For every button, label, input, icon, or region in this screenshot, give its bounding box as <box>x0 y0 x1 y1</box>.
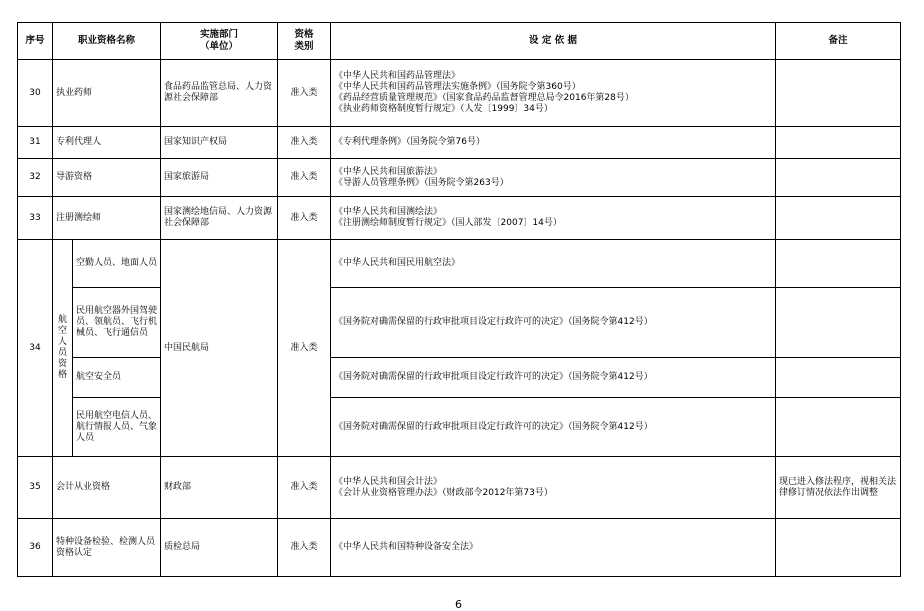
row-basis <box>331 457 776 519</box>
row-basis <box>331 519 776 577</box>
row-remark <box>776 197 901 240</box>
row-remark <box>776 159 901 197</box>
row-type: 准入类 <box>278 240 331 457</box>
table-row <box>18 159 901 197</box>
table-row <box>18 127 901 159</box>
table-row <box>18 197 901 240</box>
row-name: 专利代理人 <box>53 127 161 159</box>
header-basis: 设 定 依 据 <box>331 23 776 60</box>
basis-line: 《中华人民共和国药品管理法实施条例》（国务院令第360号） <box>334 82 581 92</box>
basis-line: 《执业药师资格制度暂行规定》（人发〔1999〕34号） <box>334 104 553 114</box>
basis-line: 《专利代理条例》（国务院令第76号） <box>334 137 485 147</box>
row-remark <box>776 519 901 577</box>
row-seq: 32 <box>18 159 53 197</box>
row-dept: 质检总局 <box>161 519 278 577</box>
row-type: 准入类 <box>278 60 331 127</box>
page-number: 6 <box>455 598 462 611</box>
basis-line: 《导游人员管理条例》（国务院令第263号） <box>334 177 509 188</box>
basis-line: 《中华人民共和国旅游法》 <box>334 166 443 177</box>
row-basis <box>331 60 776 127</box>
row-dept: 国家知识产权局 <box>161 127 278 159</box>
row-seq: 33 <box>18 197 53 240</box>
header-seq: 序号 <box>18 23 53 60</box>
group-name-vertical: 航空人员资格 <box>57 315 67 380</box>
row-name: 导游资格 <box>53 159 161 197</box>
row-name: 执业药师 <box>53 60 161 127</box>
row-name: 注册测绘师 <box>53 197 161 240</box>
row-subname: 航空安全员 <box>73 358 161 398</box>
row-remark <box>776 127 901 159</box>
row-basis <box>331 159 776 197</box>
row-basis <box>331 127 776 159</box>
row-subname: 空勤人员、地面人员 <box>73 240 161 288</box>
row-remark <box>776 358 901 398</box>
basis-line: 《药品经营质量管理规范》（国家食品药品监督管理总局令2016年第28号） <box>334 93 634 103</box>
basis-line: 《会计从业资格管理办法》（财政部令2012年第73号） <box>334 487 553 498</box>
row-name: 会计从业资格 <box>53 457 161 519</box>
row-seq: 31 <box>18 127 53 159</box>
table-row <box>18 519 901 577</box>
row-dept: 食品药品监管总局、人力资源社会保障部 <box>161 60 278 127</box>
row-basis: 《国务院对确需保留的行政审批项目设定行政许可的决定》（国务院令第412号） <box>331 358 776 398</box>
row-dept: 国家旅游局 <box>161 159 278 197</box>
table-row <box>18 457 901 519</box>
row-basis <box>331 197 776 240</box>
header-name: 职业资格名称 <box>53 23 161 60</box>
table-row <box>18 240 901 288</box>
header-dept-line2: （单位） <box>200 41 239 52</box>
row-basis: 《中华人民共和国民用航空法》 <box>331 240 776 288</box>
table-subrow <box>18 398 901 457</box>
basis-line: 《中华人民共和国会计法》 <box>334 476 443 487</box>
row-seq: 34 <box>18 240 53 457</box>
table-subrow <box>18 288 901 358</box>
row-seq: 30 <box>18 60 53 127</box>
row-remark <box>776 288 901 358</box>
row-seq: 36 <box>18 519 53 577</box>
row-type: 准入类 <box>278 457 331 519</box>
row-type: 准入类 <box>278 159 331 197</box>
row-type: 准入类 <box>278 519 331 577</box>
header-row <box>18 23 901 60</box>
row-dept: 中国民航局 <box>161 240 278 457</box>
row-subname: 民用航空器外国驾驶员、领航员、飞行机械员、飞行通信员 <box>73 288 161 358</box>
row-basis: 《国务院对确需保留的行政审批项目设定行政许可的决定》（国务院令第412号） <box>331 288 776 358</box>
row-dept: 财政部 <box>161 457 278 519</box>
row-name: 特种设备检验、检测人员资格认定 <box>53 519 161 577</box>
row-type: 准入类 <box>278 127 331 159</box>
basis-line: 《中华人民共和国药品管理法》 <box>334 71 461 81</box>
row-type: 准入类 <box>278 197 331 240</box>
row-remark <box>776 398 901 457</box>
row-subname: 民用航空电信人员、航行情报人员、气象人员 <box>73 398 161 457</box>
basis-line: 《中华人民共和国测绘法》 <box>334 207 443 217</box>
header-remark: 备注 <box>776 23 901 60</box>
row-seq: 35 <box>18 457 53 519</box>
row-dept: 国家测绘地信局、人力资源社会保障部 <box>161 197 278 240</box>
qualification-table <box>17 22 901 577</box>
header-dept-line1: 实施部门 <box>200 29 239 40</box>
table-row <box>18 60 901 127</box>
header-type-line1: 资格 <box>294 29 314 40</box>
header-dept <box>161 23 278 60</box>
basis-line: 《注册测绘师制度暂行规定》（国人部发〔2007〕14号） <box>334 218 562 228</box>
header-type <box>278 23 331 60</box>
row-remark <box>776 240 901 288</box>
basis-line: 《中华人民共和国特种设备安全法》 <box>334 542 479 552</box>
row-remark <box>776 60 901 127</box>
row-basis: 《国务院对确需保留的行政审批项目设定行政许可的决定》（国务院令第412号） <box>331 398 776 457</box>
table-subrow <box>18 358 901 398</box>
row-remark: 现已进入修法程序，视相关法律修订情况依法作出调整 <box>776 457 901 519</box>
header-type-line2: 类别 <box>294 41 314 52</box>
row-group-name <box>53 240 73 457</box>
